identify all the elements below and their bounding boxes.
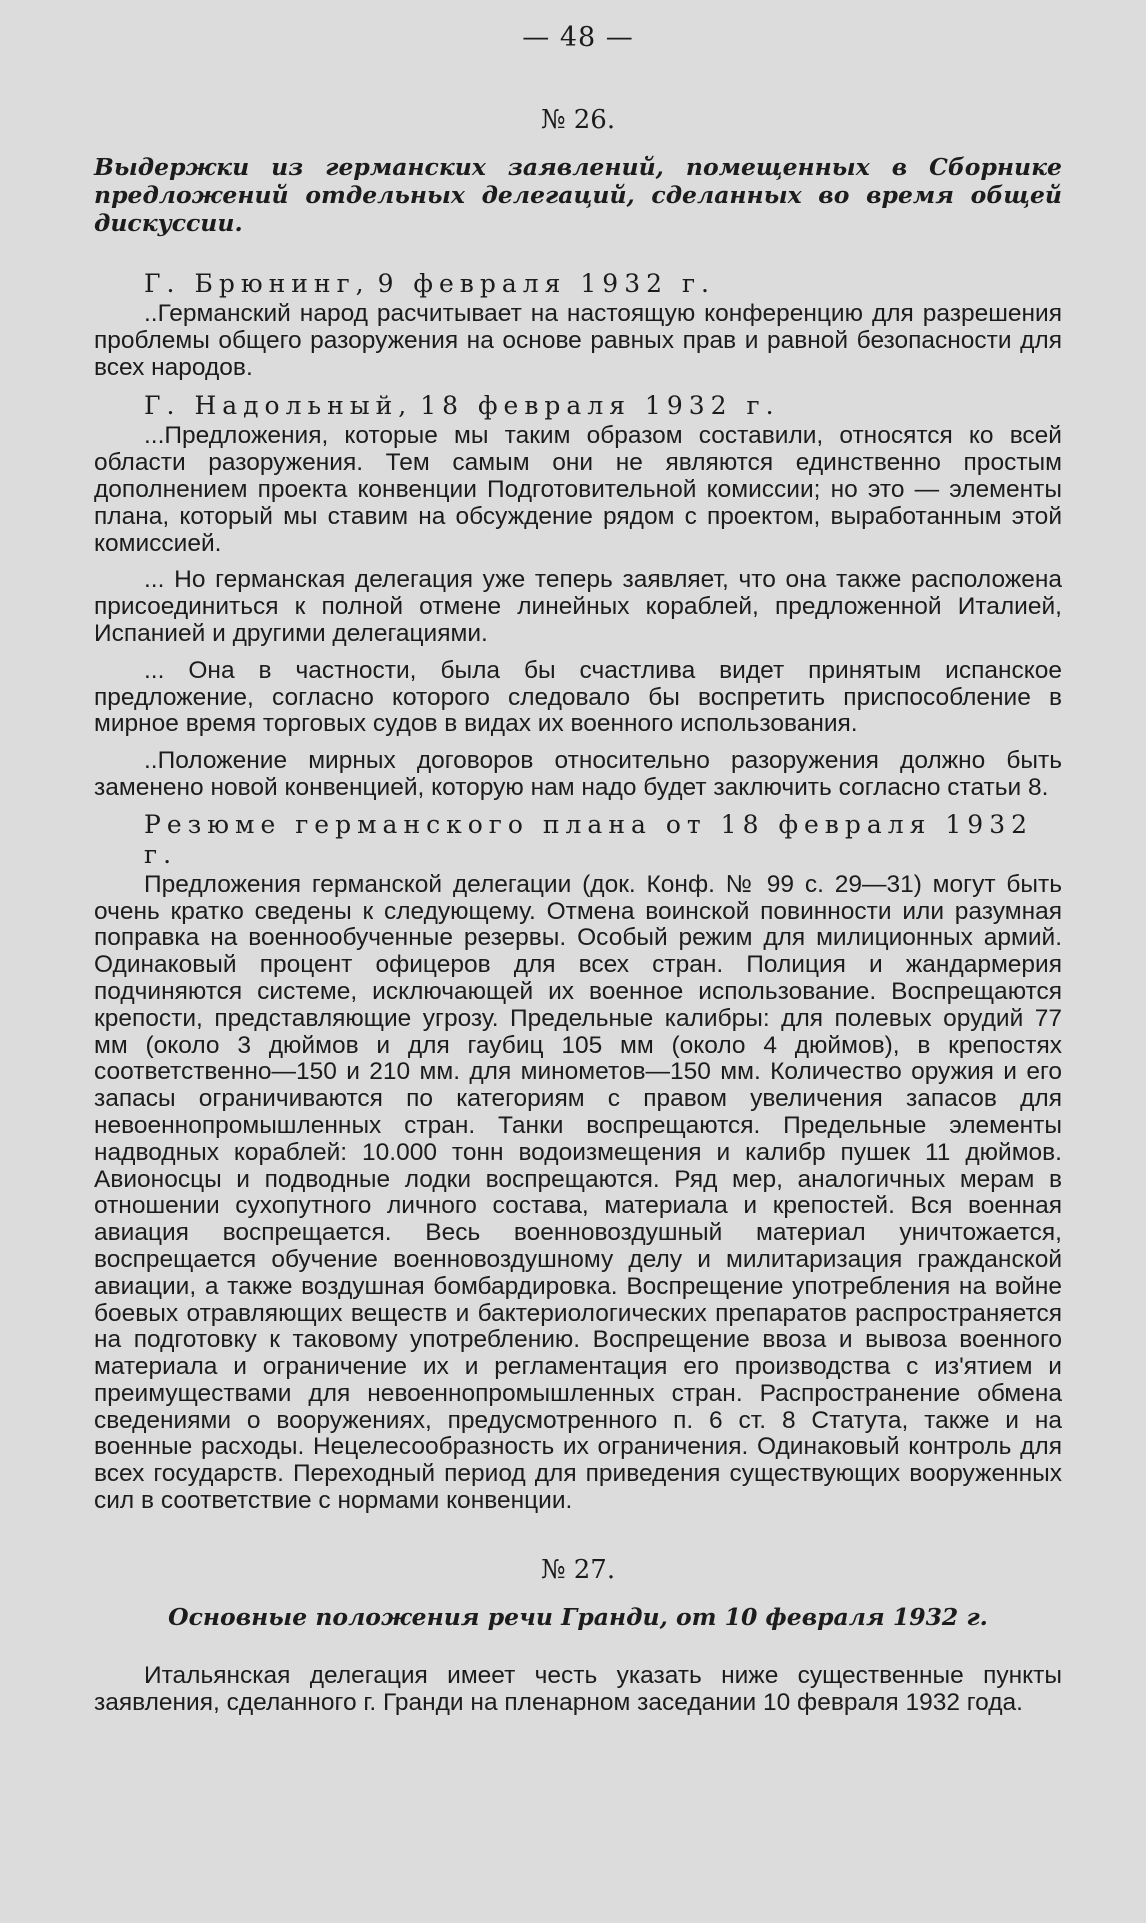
speaker-name: Г. Надольный, <box>144 391 413 421</box>
document-title-26: Выдержки из германских заявлений, помещенных в Сборнике предложений отдельных делегаций, сделанных во время общей дискуссии. <box>94 153 1062 237</box>
document-number-27: № 27. <box>540 1554 616 1585</box>
section-divider <box>94 1515 1062 1555</box>
speaker-date: 18 февраля 1932 г. <box>420 391 780 421</box>
paragraph: ... Но германская делегация уже теперь заявляет, что она также расположена присоединиться к полной отмене линейных кораблей, предложенной Италией, Испанией и другими делегациями. <box>94 566 1062 647</box>
speaker-date: 9 февраля 1932 г. <box>377 269 715 298</box>
speaker-heading-nadolny <box>144 391 1062 421</box>
paragraph: Предложения германской делегации (док. Конф. № 99 с. 29—31) могут быть очень кратко сведены к следующему. Отмена воинской повинности или разумная поправка на военнообученные резервы. Особый режим для милиционных армий. Одинаковый процент офицеров для всех стран. Полиция и жандармерия подчиняются системе, исключающей их военное использование. Воспрещаются крепости, представляющие угрозу. Предельные калибры: для полевых орудий 77 мм (около 3 дюймов и для гаубиц 105 мм (около 4 дюймов), в крепостях соответственно—150 и 210 мм. для минометов—150 мм. Количество оружия и его запасы ограничиваются по категориям с правом увеличения запасов для невоеннопромышленных стран. Танки воспрещаются. Предельные элементы надводных кораблей: 10.000 тонн водоизмещения и калибр пушек 11 дюймов. Авионосцы и подводные лодки воспрещаются. Ряд мер, аналогичных мерам в отношении сухопутного личного состава, материала и крепостей. Вся военная авиация воспрещается. Весь военновоздушный материал уничтожается, воспрещается обучение военновоздушному делу и милитаризация гражданской авиации, а также воздушная бомбардировка. Воспрещение употребления на войне боевых отравляющих веществ и бактериологических препаратов распространяется на подготовку к таковому употреблению. Воспрещение ввоза и вывоза военного материала и ограничение их и регламентация его производства с из'ятием и преимуществами для невоеннопромышленных стран. Распространение обмена сведениями о вооружениях, предусмотренного п. 6 ст. 8 Статута, также и на военные расходы. Нецелесообразность их ограничения. Одинаковый контроль для всех государств. Переходный период для приведения существующих вооруженных сил в соответствие с нормами конвенции. <box>94 870 1062 1515</box>
paragraph: ...Предложения, которые мы таким образом составили, относятся ко всей области разоружения. Тем самым они не являются единственно простым дополнением проекта конвенции Подготовительной комиссии; но это — элементы плана, который мы ставим на обсуждение рядом с проектом, выработанным этой комиссией. <box>94 422 1062 557</box>
document-number-26: № 26. <box>540 105 616 135</box>
resume-heading: Резюме германского плана от 18 февраля 1932 г. <box>144 809 1034 869</box>
paragraph: ..Положение мирных договоров относительно разоружения должно быть заменено новой конвенцией, которую нам надо будет заключить согласно статьи 8. <box>94 747 1062 801</box>
page-number: — 48 — <box>522 22 634 53</box>
speaker-heading-bruening <box>144 269 1062 299</box>
paragraph: ... Она в частности, была бы счастлива видет принятым испанское предложение, согласно которого следовало бы воспретить приспособление в мирное время торговых судов в видах их военного использования. <box>94 656 1062 738</box>
paragraph: ..Германский народ расчитывает на настоящую конференцию для разрешения проблемы общего разоружения на основе равных прав и равной безопасности для всех народов. <box>94 300 1062 381</box>
paragraph: Итальянская делегация имеет честь указать ниже существенные пункты заявления, сделанного г. Гранди на пленарном заседании 10 февраля 1932 года. <box>94 1661 1062 1716</box>
document-title-27: Основные положения речи Гранди, от 10 февраля 1932 г. <box>168 1602 988 1631</box>
speaker-name: Г. Брюнинг, <box>144 269 370 298</box>
